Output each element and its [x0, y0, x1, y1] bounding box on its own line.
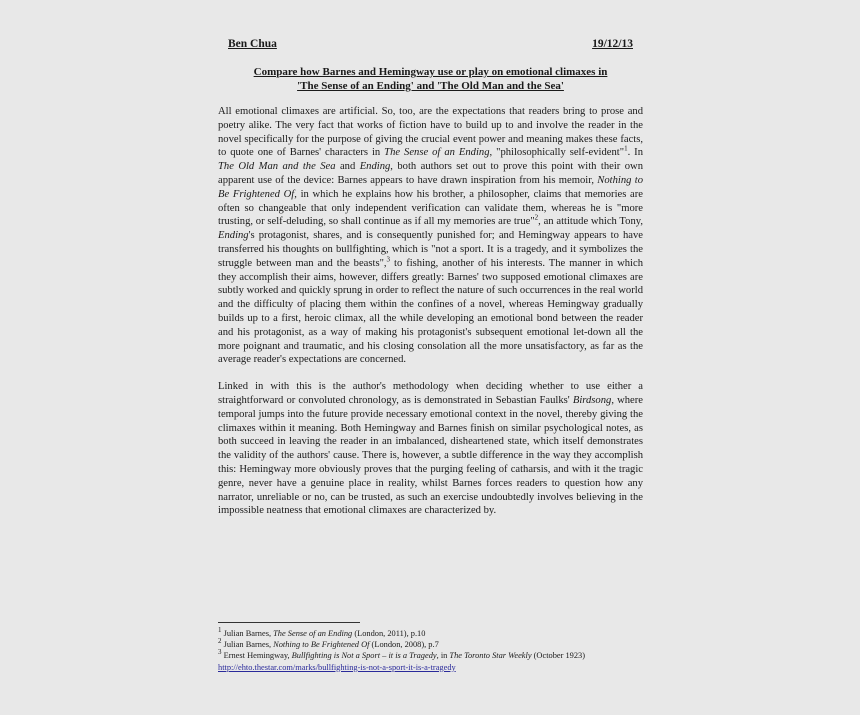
paragraph-2	[218, 380, 643, 518]
text-run: , in which he explains how his brother, a philosopher, claims that memories are often so changeable that only independent verification can validate them, whereas he is "more trusting, or self-deluding, so shall continue as if all my memories are true"	[218, 188, 643, 228]
italic-title: The Sense of an Ending	[384, 147, 490, 159]
text-run: and	[335, 161, 360, 173]
text-run: 's protagonist, shares, and is consequently punished for; and Hemingway appears to have transferred his thoughts on bullfighting, which is "not a sport. It is a tragedy, and it symbolizes the struggle between man and the beasts",	[218, 230, 643, 269]
footnote-number: 3	[218, 648, 222, 657]
italic-title: Ending	[218, 230, 249, 242]
text-run: . In	[627, 147, 644, 159]
text-run: to fishing, another of his interests. The manner in which they accomplish their aims, however, differs greatly: Barnes' two supposed emotional climaxes are subtly worked and quickly sprung in order to reflect the nature of such occurrences in the real world and the difficulty of placing them within the confines of a novel, whereas Hemingway gradually builds up to a first, heroic climax, all the while developing an emotional bond between the reader and his protagonist, as a way of making his protagonist's subsequent emotional let-down all the more poignant and traumatic, and his closing consolation all the more unsatisfactory, as far as the average reader's expectations are concerned.	[218, 257, 643, 366]
footnote-number: 1	[218, 626, 222, 635]
title-line-2: 'The Sense of an Ending' and 'The Old Man and the Sea'	[297, 80, 564, 92]
footnote-ref: 2	[534, 213, 539, 222]
essay-body	[218, 105, 643, 531]
footnote-text: (October 1923)	[531, 651, 586, 661]
text-run: , "philosophically self-evident"	[489, 147, 625, 159]
footnote-title: Nothing to Be Frightened Of	[273, 640, 370, 650]
footnote-ref: 1	[624, 144, 628, 153]
footnote-2	[218, 639, 643, 650]
text-run: , both authors set out to prove this point with their own apparent use of the device: Barnes appears to have drawn inspiration from his memoir,	[218, 161, 643, 186]
footnote-divider	[218, 622, 360, 623]
footnote-1	[218, 628, 643, 639]
footnote-title: Bullfighting is Not a Sport – it is a Tragedy	[291, 651, 437, 661]
text-run: , where temporal jumps into the future provide necessary emotional context in the novel, thereby giving the climaxes within it meaning. Both Hemingway and Barnes finish on similar psychological notes, as both succeed in leaving the reader in an imbalanced, disheartened state, which itself demonstrates the validity of the authors' cause. There is, however, a subtle difference in the way they accomplish this: Hemingway more obviously proves that the purging feeling of catharsis, and with it the tragic genre, never have a genuine place in reality, whilst Barnes forces readers to question how any narrator, unreliable or no, can be trusted, as such an exercise undoubtedly involves believing in the impossible neatness that emotional climaxes are characterized by.	[218, 394, 643, 517]
footnote-link[interactable]: http://ehto.thestar.com/marks/bullfighting-is-not-a-sport-it-is-a-tragedy	[218, 662, 456, 672]
footnote-text: (London, 2011), p.10	[352, 629, 426, 638]
italic-title: The Old Man and the Sea	[218, 161, 336, 173]
footnote-number: 2	[218, 637, 222, 646]
author-name: Ben Chua	[228, 38, 277, 50]
footnote-text: Julian Barnes,	[221, 629, 274, 638]
header	[228, 38, 633, 50]
text-run: Linked in with this is the author's methodology when deciding whether to use either a straightforward or convoluted chronology, as is demonstrated in Sebastian Faulks'	[218, 381, 643, 406]
title-line-1: Compare how Barnes and Hemingway use or play on emotional climaxes in	[253, 66, 608, 78]
italic-title: Nothing to Be Frightened Of	[218, 174, 643, 200]
footnotes	[218, 628, 643, 673]
footnote-ref: 3	[386, 255, 391, 264]
text-run: All emotional climaxes are artificial. So, too, are the expectations that readers bring to prose and poetry alike. The very fact that works of fiction have to build up to and involve the reader in the novel specifically for the purpose of giving the crucial event power and meaning makes these facts, to quote one of Barnes' characters in	[218, 106, 643, 159]
footnote-title: The Sense of an Ending	[273, 629, 353, 638]
paragraph-1	[218, 105, 643, 367]
footnote-text: (London, 2008), p.7	[369, 640, 439, 650]
italic-title: Ending	[359, 161, 391, 173]
document-date: 19/12/13	[592, 38, 633, 50]
footnote-text: Ernest Hemingway,	[221, 651, 292, 661]
essay-title	[218, 65, 643, 93]
footnote-text: Julian Barnes,	[221, 640, 274, 650]
footnote-title: The Toronto Star Weekly	[449, 651, 532, 661]
italic-title: Birdsong	[572, 394, 612, 406]
footnote-text: , in	[436, 651, 450, 661]
footnote-3	[218, 650, 643, 672]
text-run: , an attitude which Tony,	[538, 216, 643, 228]
